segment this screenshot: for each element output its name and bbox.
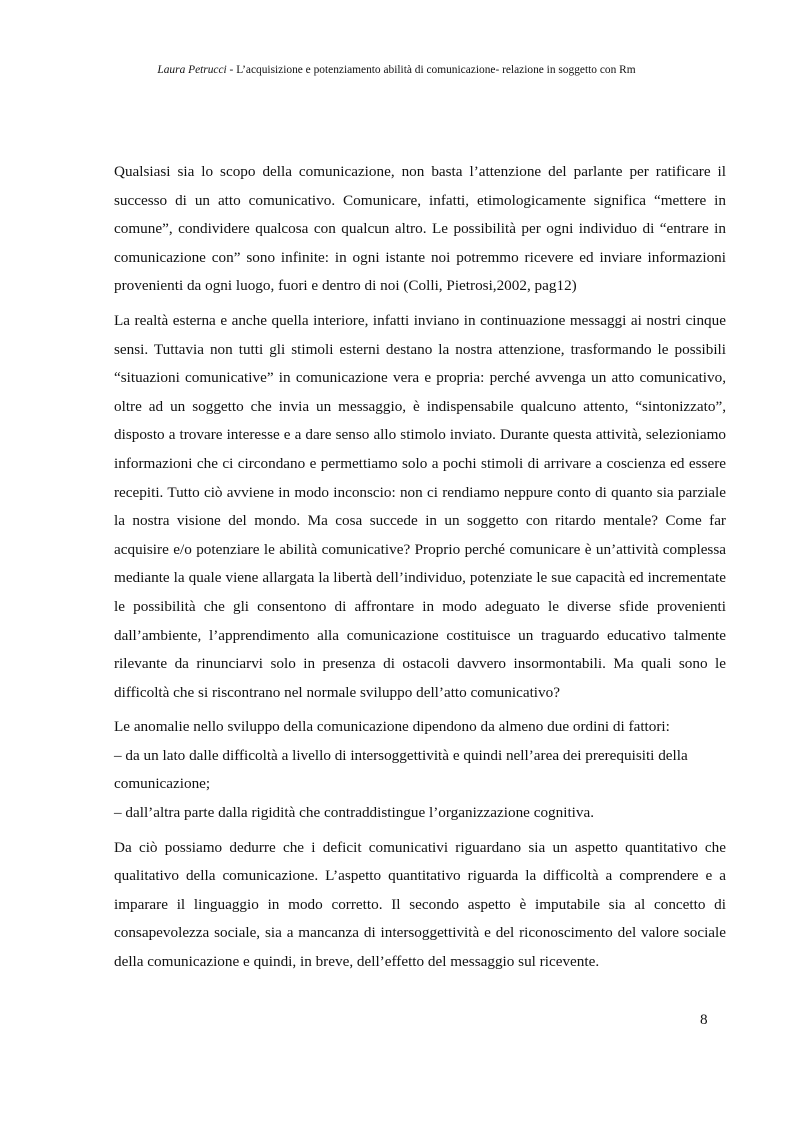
page-number: 8 — [700, 1011, 708, 1028]
factor-list — [114, 742, 726, 828]
list-item: – dall’altra parte dalla rigidità che contraddistingue l’organizzazione cognitiva. — [114, 804, 595, 822]
running-header — [0, 62, 793, 78]
paragraph-1: Qualsiasi sia lo scopo della comunicazione, non basta l’attenzione del parlante per ratificare il successo di un atto comunicativo. Comunicare, infatti, etimologicamente significa “mettere in comune”, condividere qualcosa con qualcun altro. Le possibilità per ogni individuo di “entrare in comunicazione con” sono infinite: in ogni istante noi potremmo ricevere ed inviare informazioni provenienti da ogni luogo, fuori e dentro di noi (Colli, Pietrosi,2002, pag12) — [114, 163, 726, 295]
paragraph-4: Da ciò possiamo dedurre che i deficit comunicativi riguardano sia un aspetto quantitativo che qualitativo della comunicazione. L’aspetto quantitativo riguarda la difficoltà a comprendere e a imparare il linguaggio in modo corretto. Il secondo aspetto è imputabile sia al concetto di consapevolezza sociale, sia a mancanza di intersoggettività e del riconoscimento del valore sociale della comunicazione e quindi, in breve, dell’effetto del messaggio sul ricevente. — [114, 838, 726, 971]
header-title: - L’acquisizione e potenziamento abilità di comunicazione- relazione in soggetto con Rm — [226, 64, 636, 76]
header-author: Laura Petrucci — [157, 64, 227, 76]
list-item: – da un lato dalle difficoltà a livello di intersoggettività e quindi nell’area dei prerequisiti della comunicazione; — [114, 746, 688, 793]
paragraph-3: Le anomalie nello sviluppo della comunicazione dipendono da almeno due ordini di fattori: — [114, 718, 670, 736]
page-body — [114, 158, 726, 983]
paragraph-2: La realtà esterna e anche quella interiore, infatti inviano in continuazione messaggi ai nostri cinque sensi. Tuttavia non tutti gli stimoli esterni destano la nostra attenzione, trasformando le possibili “situazioni comunicative” in comunicazione vera e propria: perché avvenga un atto comunicativo, oltre ad un soggetto che invia un messaggio, è indispensabile qualcuno attento, “sintonizzato”, disposto a trovare interesse e a dare senso allo stimolo inviato. Durante questa attività, selezioniamo informazioni che ci circondano e permettiamo solo a pochi stimoli di arrivare a coscienza ed essere recepiti. Tutto ciò avviene in modo inconscio: non ci rendiamo neppure conto di quanto sia parziale la nostra visione del mondo. Ma cosa succede in un soggetto con ritardo mentale? Come far acquisire e/o potenziare le abilità comunicative? Proprio perché comunicare è un’attività complessa mediante la quale viene allargata la libertà dell’individuo, potenziate le sue capacità ed incrementate le possibilità che gli consentono di affrontare in modo adeguato le diverse sfide provenienti dall’ambiente, l’apprendimento alla comunicazione costituisce un traguardo educativo talmente rilevante da rinunciarvi solo in presenza di ostacoli davvero insormontabili. Ma quali sono le difficoltà che si riscontrano nel normale sviluppo dell’atto comunicativo? — [114, 311, 726, 701]
